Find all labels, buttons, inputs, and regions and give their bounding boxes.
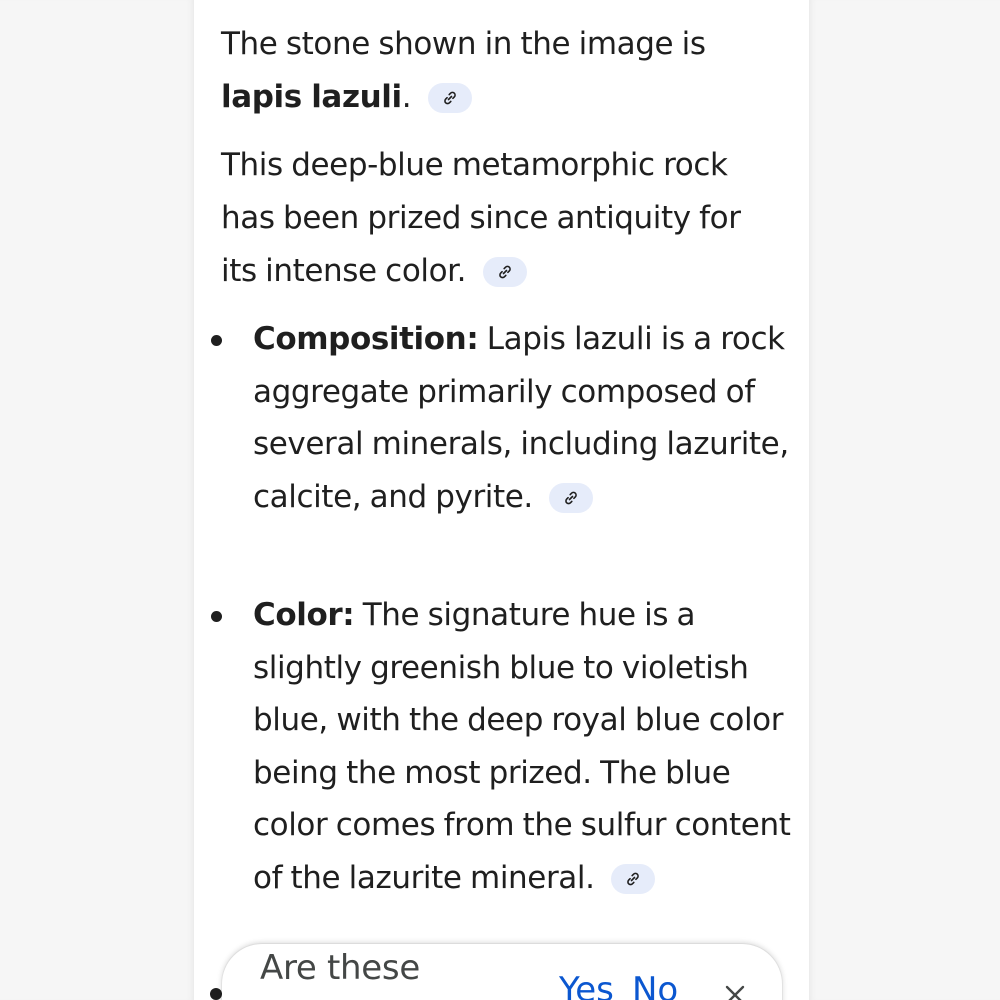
- link-icon: [442, 90, 458, 106]
- feedback-no-button[interactable]: No: [632, 970, 678, 1000]
- feedback-question: Are these: [260, 948, 420, 988]
- source-link-chip[interactable]: [428, 83, 472, 113]
- source-link-chip[interactable]: [483, 257, 527, 287]
- ai-answer-panel: [194, 0, 809, 1000]
- answer-intro: [221, 18, 781, 124]
- right-margin: [809, 0, 1000, 1000]
- list-item-label: Color:: [253, 597, 355, 633]
- stone-name: lapis lazuli: [221, 79, 402, 115]
- intro-suffix: .: [401, 79, 412, 115]
- bullet-dot: [211, 335, 222, 346]
- feedback-yes-button[interactable]: Yes: [559, 970, 614, 1000]
- feedback-bar: [222, 944, 782, 1000]
- list-item-label: Composition:: [253, 321, 479, 357]
- link-icon: [563, 490, 579, 506]
- link-icon: [497, 264, 513, 280]
- list-item-text: [253, 313, 793, 523]
- source-link-chip[interactable]: [549, 483, 593, 513]
- intro-prefix: The stone shown in the image is: [221, 26, 706, 62]
- bullet-dot: [210, 988, 222, 1000]
- list-item-body: Lapis lazuli is a rock aggregate primarily composed of several minerals, including lazurite, calcite, and pyrite.: [253, 321, 789, 515]
- list-item-body: The signature hue is a slightly greenish blue to violetish blue, with the deep royal blue color being the most prized. The blue color comes from the sulfur content of the lazurite mineral.: [253, 597, 791, 896]
- link-icon: [625, 871, 641, 887]
- description-text: This deep-blue metamorphic rock has been prized since antiquity for its intense color.: [221, 147, 741, 289]
- list-item-text: [253, 589, 793, 904]
- answer-description: [221, 139, 781, 298]
- close-icon[interactable]: [722, 982, 748, 1000]
- left-margin: [0, 0, 194, 1000]
- source-link-chip[interactable]: [611, 864, 655, 894]
- bullet-dot: [211, 611, 222, 622]
